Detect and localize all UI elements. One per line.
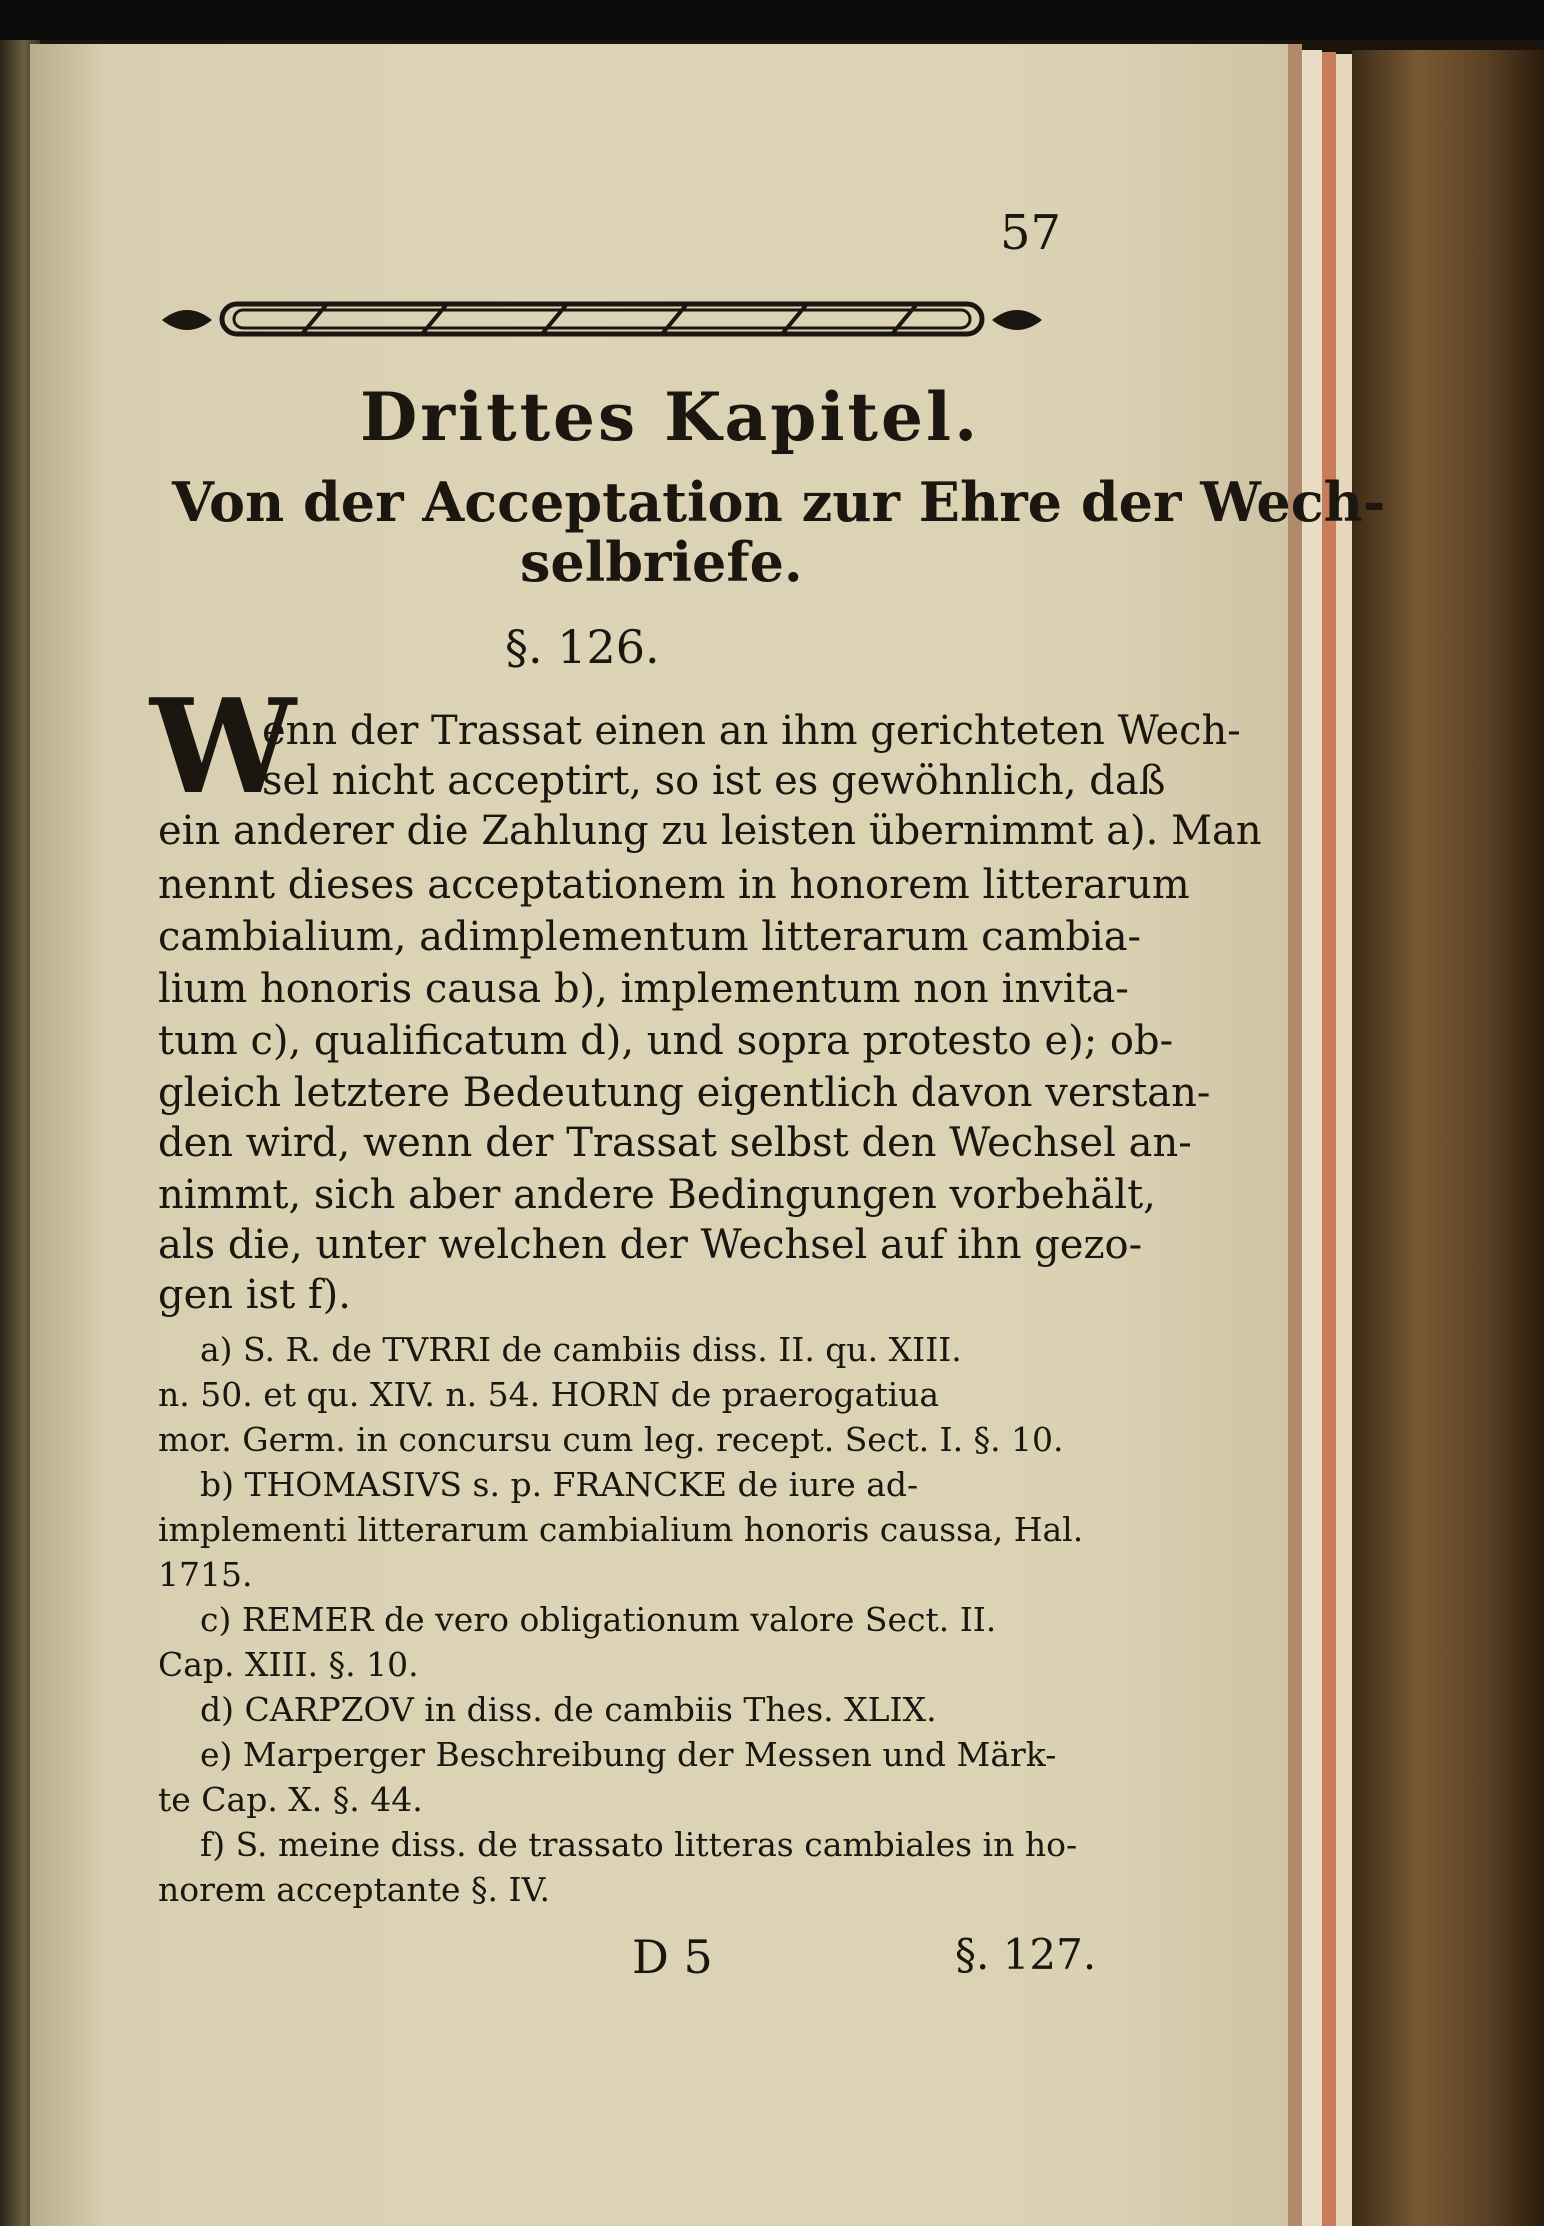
catchword: §. 127. bbox=[955, 1930, 1097, 1979]
page-edge bbox=[1302, 50, 1322, 2226]
page-edge bbox=[1288, 44, 1302, 2226]
page-number: 57 bbox=[1000, 205, 1062, 261]
footnote-line: e) Marperger Beschreibung der Messen und Märk- bbox=[200, 1735, 1057, 1774]
footnote-line: 1715. bbox=[158, 1555, 253, 1594]
body-line: als die, unter welchen der Wechsel auf ihn gezo- bbox=[158, 1222, 1143, 1268]
body-line: nimmt, sich aber andere Bedingungen vorbehält, bbox=[158, 1172, 1156, 1218]
footnote-line: c) REMER de vero obligationum valore Sect. II. bbox=[200, 1600, 997, 1639]
footnote-line: norem acceptante §. IV. bbox=[158, 1870, 551, 1909]
body-line: tum c), qualificatum d), und sopra protesto e); ob- bbox=[158, 1018, 1174, 1064]
footnote-line: d) CARPZOV in diss. de cambiis Thes. XLIX. bbox=[200, 1690, 937, 1729]
footnote-line: implementi litterarum cambialium honoris caussa, Hal. bbox=[158, 1510, 1084, 1549]
signature-mark: D 5 bbox=[632, 1930, 713, 1984]
footnote-line: b) THOMASIVS s. p. FRANCKE de iure ad- bbox=[200, 1465, 919, 1504]
page-edge bbox=[1322, 52, 1336, 2226]
body-line: ein anderer die Zahlung zu leisten übernimmt a). Man bbox=[158, 808, 1262, 854]
section-heading: §. 126. bbox=[505, 620, 660, 674]
footnote-line: a) S. R. de TVRRI de cambiis diss. II. qu. XIII. bbox=[200, 1330, 962, 1369]
body-line: cambialium, adimplementum litterarum cambia- bbox=[158, 914, 1142, 960]
drop-cap: W bbox=[150, 670, 296, 823]
footnote-line: n. 50. et qu. XIV. n. 54. HORN de praerogatiua bbox=[158, 1375, 940, 1414]
chapter-title: Drittes Kapitel. bbox=[360, 378, 981, 456]
page-edge bbox=[1336, 54, 1352, 2226]
body-line: den wird, wenn der Trassat selbst den Wechsel an- bbox=[158, 1120, 1192, 1166]
footnote-line: f) S. meine diss. de trassato litteras cambiales in ho- bbox=[200, 1825, 1078, 1864]
body-line: lium honoris causa b), implementum non invita- bbox=[158, 966, 1129, 1012]
body-line: nennt dieses acceptationem in honorem litterarum bbox=[158, 862, 1190, 908]
body-line: gen ist f). bbox=[158, 1272, 351, 1318]
ornament-border bbox=[152, 290, 1052, 350]
body-line: sel nicht acceptirt, so ist es gewöhnlich, daß bbox=[262, 758, 1166, 804]
body-line: gleich letztere Bedeutung eigentlich davon verstan- bbox=[158, 1070, 1211, 1116]
footnote-line: mor. Germ. in concursu cum leg. recept. Sect. I. §. 10. bbox=[158, 1420, 1064, 1459]
footnote-line: te Cap. X. §. 44. bbox=[158, 1780, 423, 1819]
footnote-line: Cap. XIII. §. 10. bbox=[158, 1645, 419, 1684]
book-cover bbox=[1352, 50, 1544, 2226]
body-line: enn der Trassat einen an ihm gerichteten Wech- bbox=[262, 708, 1241, 754]
chapter-subtitle: Von der Acceptation zur Ehre der Wech- bbox=[172, 470, 1386, 534]
chapter-subtitle: selbriefe. bbox=[520, 530, 803, 594]
